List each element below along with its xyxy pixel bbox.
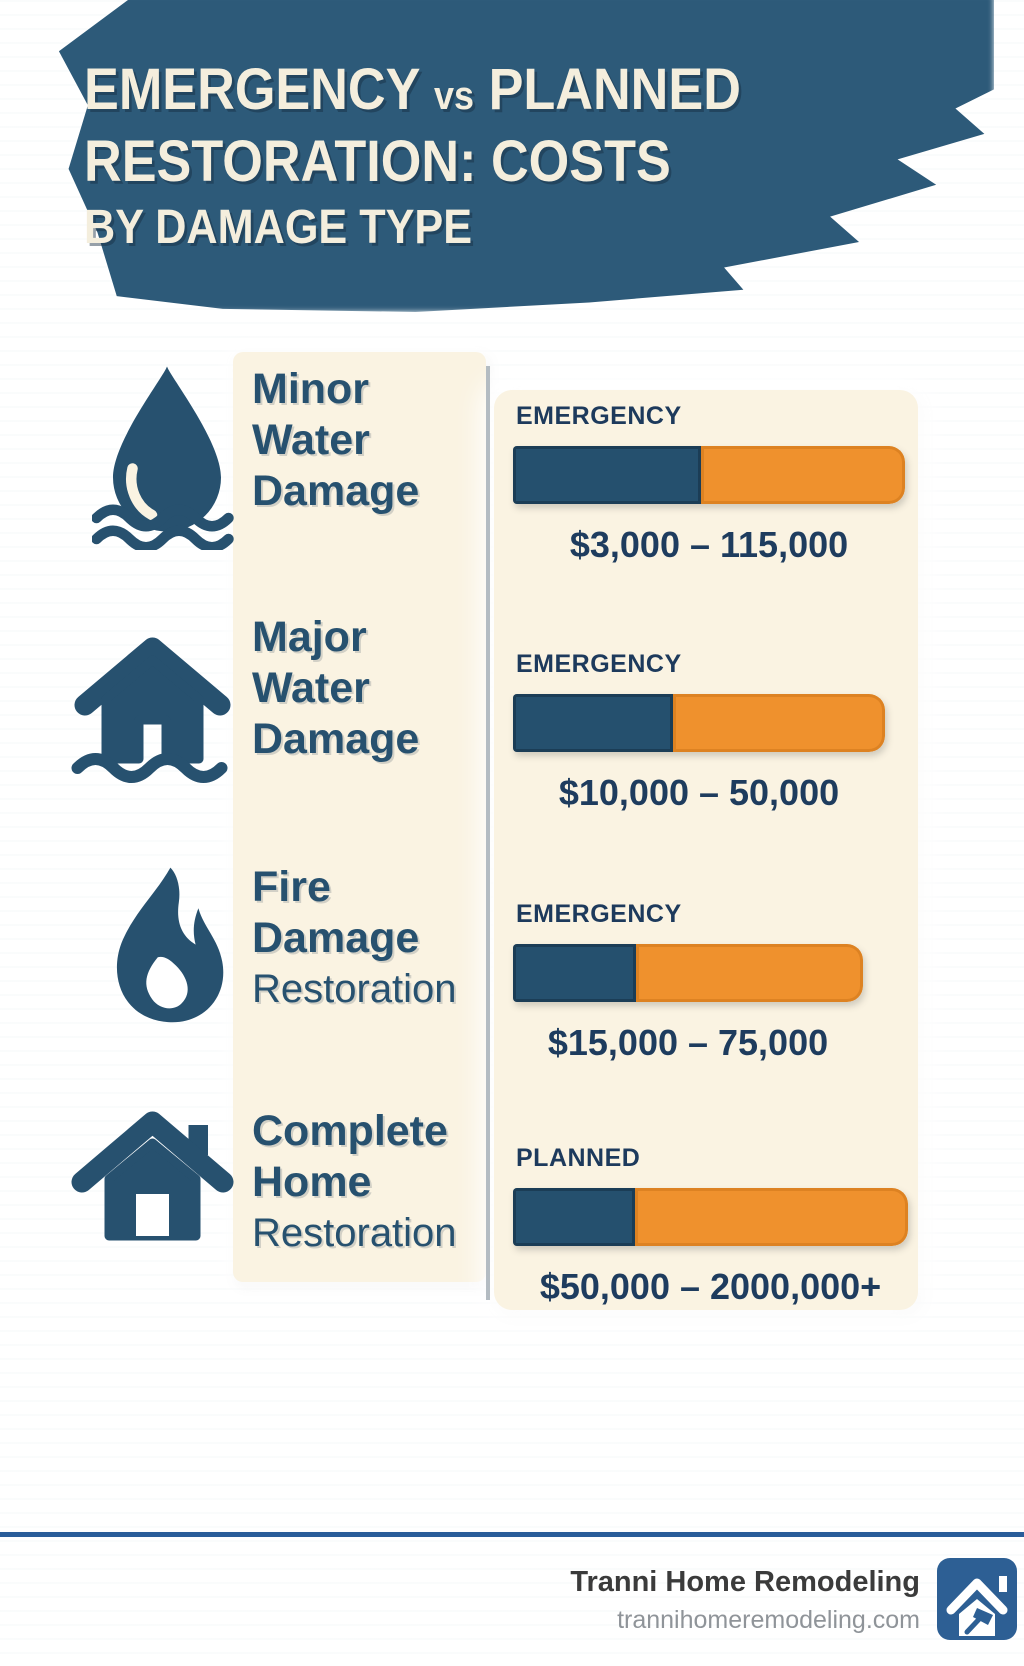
damage-type-label: Major Water Damage — [252, 613, 420, 763]
footer-divider-line — [0, 1532, 1024, 1537]
flame-icon — [92, 862, 232, 1030]
title-planned: PLANNED — [488, 57, 741, 122]
bar-tag-label: EMERGENCY — [516, 900, 682, 928]
row-minor-water-damage — [0, 352, 1024, 602]
cost-bar — [513, 1188, 908, 1246]
page-title-line3: BY DAMAGE TYPE — [84, 201, 473, 254]
row-complete-home-restoration — [0, 1094, 1024, 1344]
bar-tag-label: PLANNED — [516, 1144, 641, 1172]
cost-range-label: $15,000 – 75,000 — [547, 1022, 829, 1063]
bar-blue-segment — [513, 1188, 635, 1246]
house-icon — [70, 1100, 235, 1258]
bar-blue-segment — [513, 944, 636, 1002]
cost-range-label: $50,000 – 2000,000+ — [539, 1266, 882, 1307]
page-title-line2: RESTORATION: COSTS — [84, 129, 671, 194]
cost-bar — [513, 446, 905, 504]
bar-tag-label: EMERGENCY — [516, 650, 682, 678]
damage-type-label: Complete Home Restoration — [252, 1107, 457, 1255]
page-title-line1 — [84, 56, 814, 123]
water-drop-waves-icon — [92, 360, 242, 550]
house-hammer-icon — [937, 1558, 1017, 1640]
row-fire-damage — [0, 850, 1024, 1100]
bar-blue-segment — [513, 694, 673, 752]
damage-type-label: Fire Damage Restoration — [252, 863, 457, 1011]
bar-orange-segment — [635, 1188, 908, 1246]
bar-orange-segment — [673, 694, 885, 752]
damage-type-label: Minor Water Damage — [252, 365, 420, 515]
company-logo — [937, 1558, 1017, 1640]
flooded-house-icon — [70, 626, 235, 784]
bar-orange-segment — [636, 944, 864, 1002]
cost-bar — [513, 944, 863, 1002]
cost-bar — [513, 694, 885, 752]
website-url: trannihomeremodeling.com — [617, 1606, 920, 1634]
title-vs: vs — [434, 74, 475, 118]
bar-tag-label: EMERGENCY — [516, 402, 682, 430]
bar-orange-segment — [701, 446, 905, 504]
cost-range-label: $3,000 – 115,000 — [569, 524, 849, 565]
title-emergency: EMERGENCY — [84, 57, 420, 122]
cost-range-label: $10,000 – 50,000 — [558, 772, 840, 813]
bar-blue-segment — [513, 446, 701, 504]
company-name: Tranni Home Remodeling — [570, 1566, 920, 1598]
row-major-water-damage — [0, 600, 1024, 850]
